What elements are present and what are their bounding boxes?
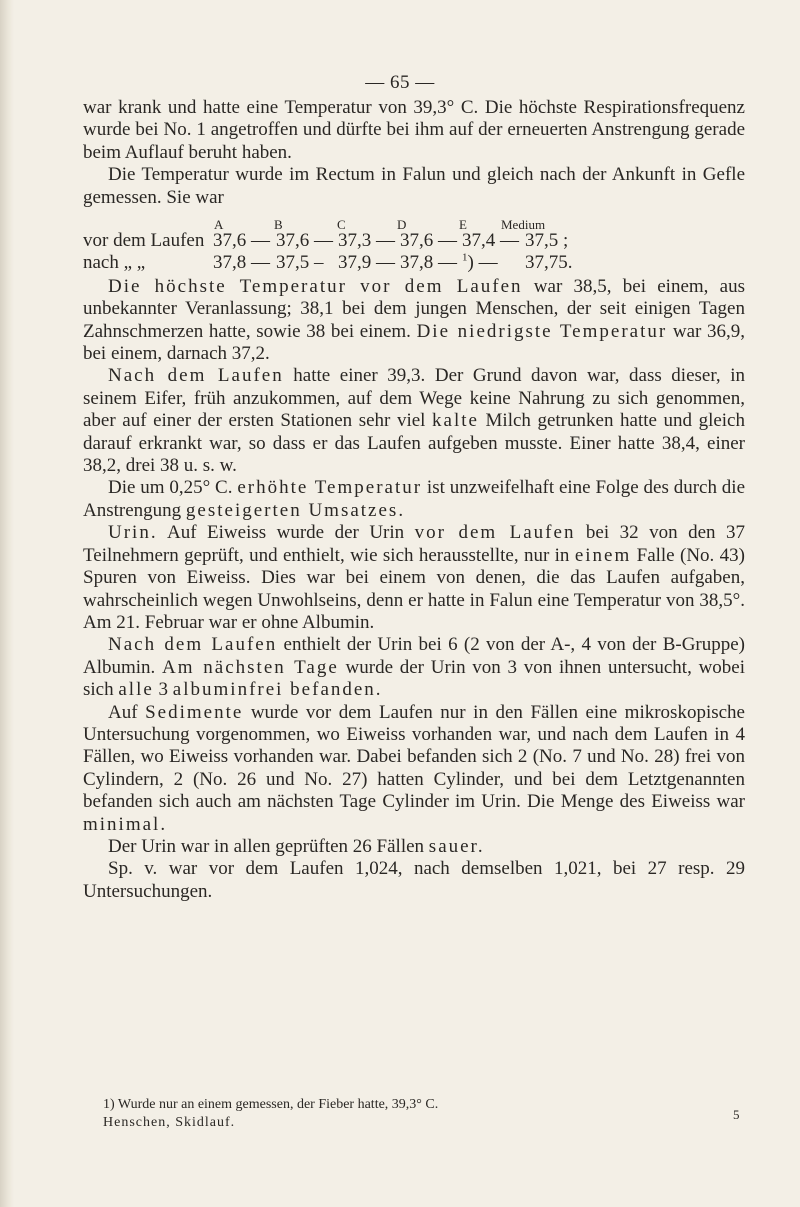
spaced-text: sauer.: [428, 835, 485, 857]
table-cell: 37,6 —: [400, 230, 457, 252]
column-header-c: C: [337, 217, 346, 233]
column-header-a: A: [214, 217, 224, 233]
spaced-text: Die höchste Temperatur vor dem Laufen: [108, 275, 523, 297]
paragraph-3: [83, 276, 745, 366]
text: wurde der Urin von 3 von ihnen untersucht, wobei sich: [83, 656, 746, 701]
table-cell-text: ) —: [467, 252, 498, 274]
paragraph-9: [83, 836, 745, 858]
table-cell: 37,75.: [525, 252, 573, 274]
text: Auf Eiweiss wurde der Urin: [157, 522, 415, 544]
paragraph-1: war krank und hatte eine Temperatur von 39,3° C. Die höchste Respirationsfrequenz wurde bei No. 1 angetroffen und dürfte bei ihm auf der erneuerten Anstrengung gerade beim Auflauf beruht haben.: [83, 97, 745, 163]
footnote-marker: 1: [462, 252, 468, 265]
table-cell: 37,6 —: [276, 230, 333, 252]
spaced-text: minimal.: [83, 813, 168, 835]
text: Die um 0,25° C.: [108, 477, 238, 499]
paragraph-5: [83, 477, 745, 522]
column-header-d: D: [397, 217, 407, 233]
spaced-text: Sedimente: [145, 701, 244, 723]
table-cell: 37,4 —: [462, 230, 519, 252]
text: war 38,5, bei einem, aus unbekannter Veranlassung; 38,1 bei dem jungen Menschen, der seit einigen Tagen Zahnschmerzen hatte, sowie 38 bei einem.: [83, 275, 745, 342]
text: wurde vor dem Laufen nur in den Fällen eine mikroskopische Untersuchung vorgenommen, wo Eiweiss vorhanden war, und nach dem Laufen in 4 Fällen, wo Eiweiss vorhanden war. Dabei befanden sich 2 (No. 7 und No. 28) frei von Cylindern, 2 (No. 26 und No. 27) hatten Cylinder, und bei dem Letztgenannten befanden sich auch am nächsten Tage Cylinder im Urin. Die Menge des Eiweiss war: [83, 701, 745, 813]
table-row: [83, 252, 745, 274]
text: Der Urin war in allen geprüften 26 Fällen: [108, 835, 429, 857]
spaced-text: vor dem Laufen: [414, 522, 576, 544]
text: Milch getrunken hatte und gleich darauf erkrankt war, so dass er das Laufen aufgeben musste. Einer hatte 38,4, einer 38,2, drei 38 u. s. w.: [83, 410, 745, 477]
paragraph-10: Sp. v. war vor dem Laufen 1,024, nach demselben 1,021, bei 27 resp. 29 Untersuchungen.: [83, 858, 745, 902]
spaced-text: gesteigerten Umsatzes.: [185, 499, 406, 521]
table-cell: 37,5 ;: [525, 230, 569, 252]
spaced-text: Am nächsten Tage: [162, 656, 339, 678]
row-label: vor dem Laufen: [83, 230, 205, 252]
text: war 36,9, bei einem, darnach 37,2.: [83, 320, 745, 365]
table-header-row: [83, 210, 745, 233]
text: bei 32 von den 37 Teilnehmern geprüft, und enthielt, wie sich herausstellte, nur in: [83, 522, 745, 566]
page-number: — 65 —: [365, 72, 435, 93]
running-author: Henschen, Skidlauf.: [103, 1115, 236, 1130]
row-label: nach „ „: [83, 252, 146, 274]
spaced-text: alle: [118, 679, 154, 701]
column-header-medium: Medium: [501, 217, 546, 233]
paragraph-7: [83, 634, 745, 701]
text: enthielt der Urin bei 6 (2 von der A-, 4 von der B-Gruppe) Albumin.: [83, 634, 745, 678]
page-body: [83, 97, 745, 903]
signature-mark: 5: [733, 1107, 740, 1122]
table-cell: 37,8 —: [400, 252, 457, 274]
text: Auf: [108, 701, 146, 723]
table-cell: 37,8 —: [213, 252, 270, 274]
spaced-text: albuminfrei befanden.: [172, 679, 383, 701]
table-cell-footnote: [462, 252, 498, 274]
spaced-text: Nach dem Laufen: [108, 365, 284, 387]
page-binding-shadow: [0, 0, 14, 1207]
text: Falle (No. 43) Spuren von Eiweiss. Dies war bei einem von denen, die das Laufen aufgaben, wahrscheinlich wegen Unwohlseins, denn er hatte in Falun eine Temperatur von 38,5°. Am 21. Februar war er ohne Albumin.: [83, 544, 745, 633]
table-cell: 37,3 —: [338, 230, 395, 252]
text: hatte einer 39,3. Der Grund davon war, dass dieser, in seinem Eifer, früh anzukommen, auf dem Wege keine Nahrung zu sich genommen, aber auf einer der ersten Stationen sehr viel: [83, 365, 745, 432]
paragraph-6: [83, 522, 745, 634]
footnote-text: 1) Wurde nur an einem gemessen, der Fieber hatte, 39,3° C.: [103, 1097, 439, 1112]
paragraph-2: Die Temperatur wurde im Rectum in Falun und gleich nach der Ankunft in Gefle gemessen. Sie war: [83, 164, 745, 208]
spaced-text: Urin.: [108, 522, 158, 544]
column-header-e: E: [459, 217, 467, 233]
column-header-b: B: [274, 217, 283, 233]
spaced-text: Die niedrigste Temperatur: [416, 320, 668, 342]
temperature-table: [83, 210, 745, 275]
spaced-text: kalte: [432, 410, 479, 432]
table-row: [83, 230, 745, 252]
text: 3: [153, 679, 173, 701]
paragraph-8: [83, 702, 745, 836]
table-cell: 37,9 —: [338, 252, 395, 274]
spaced-text: erhöhte Temperatur: [237, 477, 423, 499]
footnote: [103, 1096, 743, 1132]
table-cell: 37,6 —: [213, 230, 270, 252]
table-cell: 37,5 –: [276, 252, 324, 274]
spaced-text: Nach dem Laufen: [108, 634, 278, 656]
text: ist unzweifelhaft eine Folge des durch die Anstrengung: [83, 477, 746, 521]
paragraph-4: [83, 365, 745, 477]
spaced-text: einem: [574, 544, 632, 566]
